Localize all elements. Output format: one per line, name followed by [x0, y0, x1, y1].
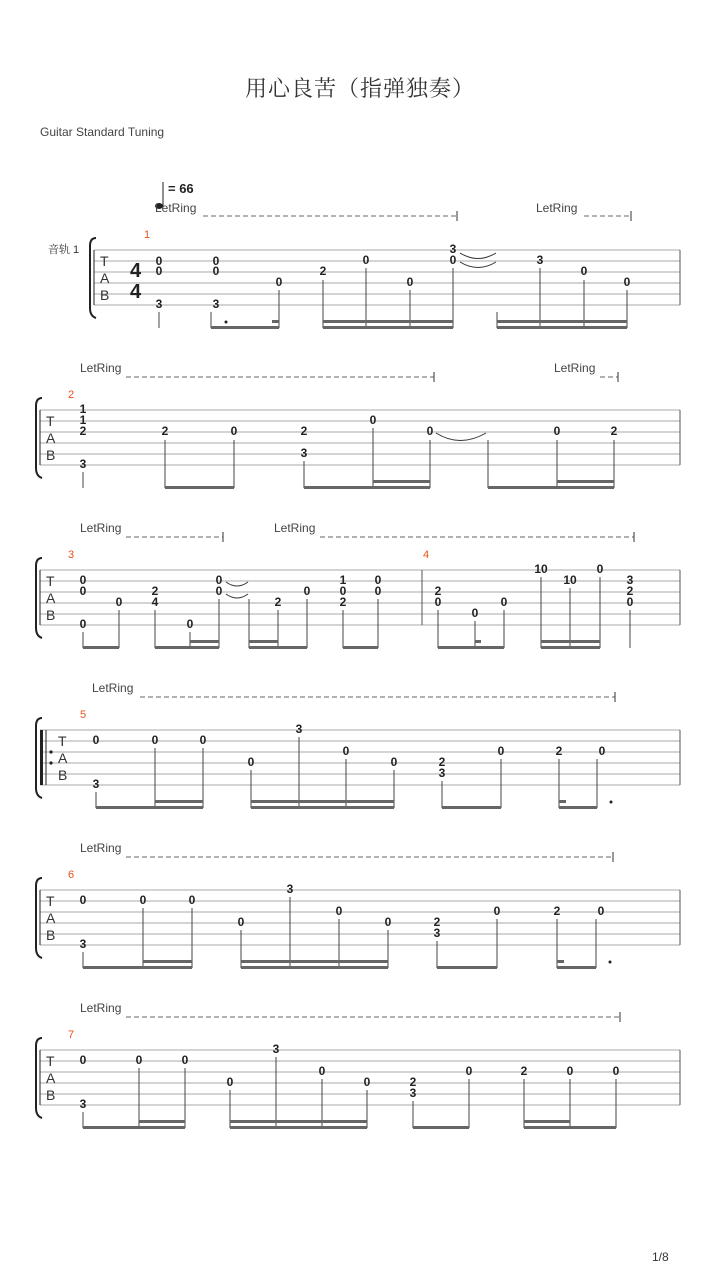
page-number: 1/8 — [652, 1250, 669, 1264]
fret-number: 0 — [566, 1064, 574, 1078]
tab-clef-t: T — [46, 1053, 55, 1069]
fret-number: 3 — [433, 926, 441, 940]
fret-number: 2 — [319, 264, 327, 278]
fret-number: 0 — [212, 264, 220, 278]
letring-label: LetRing — [92, 681, 134, 695]
tab-clef-t: T — [58, 733, 67, 749]
fret-number: 2 — [339, 595, 347, 609]
tab-clef-b: B — [100, 287, 110, 303]
fret-number: 0 — [623, 275, 631, 289]
tab-clef-b: B — [46, 1087, 56, 1103]
fret-number: 0 — [79, 617, 87, 631]
letring-label: LetRing — [554, 361, 596, 375]
fret-number: 0 — [580, 264, 588, 278]
letring-label: LetRing — [80, 361, 122, 375]
fret-number: 0 — [151, 733, 159, 747]
tab-clef-t: T — [100, 253, 109, 269]
fret-number: 0 — [135, 1053, 143, 1067]
fret-number: 3 — [536, 253, 544, 267]
fret-number: 4 — [151, 595, 159, 609]
tab-clef-a: A — [100, 270, 110, 286]
fret-number: 0 — [79, 573, 87, 587]
page-title: 用心良苦（指弹独奏） — [244, 76, 475, 101]
system-3 — [36, 521, 680, 649]
tempo-value: = 66 — [168, 181, 194, 196]
fret-number: 2 — [161, 424, 169, 438]
fret-number: 1 — [79, 413, 87, 427]
fret-number: 2 — [434, 584, 442, 598]
measure-number: 2 — [68, 389, 75, 401]
fret-number: 3 — [449, 242, 457, 256]
fret-number: 0 — [188, 893, 196, 907]
tab-clef-b: B — [46, 607, 56, 623]
fret-number: 2 — [151, 584, 159, 598]
tuning-label: Guitar Standard Tuning — [40, 125, 165, 139]
fret-number: 0 — [598, 744, 606, 758]
tab-clef-t: T — [46, 413, 55, 429]
fret-number: 0 — [275, 275, 283, 289]
fret-number: 0 — [303, 584, 311, 598]
tab-clef-b: B — [58, 767, 68, 783]
fret-number: 10 — [563, 573, 577, 587]
system-4 — [36, 681, 680, 809]
time-sig-bottom: 4 — [130, 281, 142, 303]
fret-number: 0 — [374, 573, 382, 587]
time-sig-top: 4 — [130, 260, 142, 282]
measure-number: 4 — [423, 549, 430, 561]
fret-number: 0 — [335, 904, 343, 918]
fret-number: 3 — [212, 297, 220, 311]
fret-number: 3 — [272, 1042, 280, 1056]
measure-number: 1 — [144, 229, 151, 241]
fret-number: 0 — [318, 1064, 326, 1078]
fret-number: 2 — [610, 424, 618, 438]
fret-number: 0 — [215, 584, 223, 598]
fret-number: 0 — [92, 733, 100, 747]
fret-number: 0 — [230, 424, 238, 438]
tab-clef-t: T — [46, 893, 55, 909]
track-label: 音轨 1 — [48, 244, 80, 256]
repeat-start-barline — [40, 730, 43, 785]
fret-number: 0 — [465, 1064, 473, 1078]
fret-number: 0 — [215, 573, 223, 587]
system-6 — [36, 1001, 680, 1129]
fret-number: 0 — [79, 893, 87, 907]
fret-number: 0 — [406, 275, 414, 289]
fret-number: 0 — [79, 584, 87, 598]
system-2 — [36, 361, 680, 489]
fret-number: 2 — [409, 1075, 417, 1089]
fret-number: 3 — [79, 937, 87, 951]
fret-number: 3 — [300, 446, 308, 460]
fret-number: 3 — [79, 457, 87, 471]
letring-label: LetRing — [80, 521, 122, 535]
fret-number: 0 — [596, 562, 604, 576]
fret-number: 0 — [212, 254, 220, 268]
fret-number: 3 — [626, 573, 634, 587]
fret-number: 0 — [384, 915, 392, 929]
fret-number: 0 — [626, 595, 634, 609]
fret-number: 3 — [409, 1086, 417, 1100]
fret-number: 0 — [199, 733, 207, 747]
fret-number: 0 — [226, 1075, 234, 1089]
letring-label: LetRing — [536, 201, 578, 215]
measure-number: 5 — [80, 709, 87, 721]
fret-number: 3 — [286, 882, 294, 896]
fret-number: 0 — [342, 744, 350, 758]
fret-number: 2 — [438, 755, 446, 769]
fret-number: 0 — [449, 253, 457, 267]
fret-number: 2 — [300, 424, 308, 438]
fret-number: 0 — [553, 424, 561, 438]
fret-number: 2 — [274, 595, 282, 609]
fret-number: 1 — [79, 402, 87, 416]
fret-number: 10 — [534, 562, 548, 576]
system-1 — [90, 201, 680, 329]
fret-number: 0 — [237, 915, 245, 929]
fret-number: 0 — [493, 904, 501, 918]
letring-label: LetRing — [155, 201, 197, 215]
fret-number: 0 — [155, 264, 163, 278]
fret-number: 2 — [555, 744, 563, 758]
fret-number: 2 — [79, 424, 87, 438]
letring-label: LetRing — [80, 1001, 122, 1015]
fret-number: 0 — [139, 893, 147, 907]
fret-number: 2 — [626, 584, 634, 598]
fret-number: 0 — [612, 1064, 620, 1078]
fret-number: 0 — [181, 1053, 189, 1067]
measure-number: 6 — [68, 869, 75, 881]
fret-number: 2 — [433, 915, 441, 929]
fret-number: 0 — [434, 595, 442, 609]
fret-number: 0 — [79, 1053, 87, 1067]
fret-number: 3 — [92, 777, 100, 791]
fret-number: 0 — [339, 584, 347, 598]
fret-number: 3 — [79, 1097, 87, 1111]
tab-clef-a: A — [46, 430, 56, 446]
tab-clef-b: B — [46, 447, 56, 463]
fret-number: 0 — [500, 595, 508, 609]
tab-clef-a: A — [46, 1070, 56, 1086]
letring-label: LetRing — [274, 521, 316, 535]
fret-number: 0 — [115, 595, 123, 609]
measure-number: 3 — [68, 549, 75, 561]
fret-number: 2 — [553, 904, 561, 918]
fret-number: 0 — [497, 744, 505, 758]
system-5 — [36, 841, 680, 969]
fret-number: 0 — [369, 413, 377, 427]
fret-number: 0 — [374, 584, 382, 598]
fret-number: 3 — [438, 766, 446, 780]
fret-number: 0 — [186, 617, 194, 631]
tab-clef-a: A — [46, 590, 56, 606]
tab-clef-a: A — [46, 910, 56, 926]
letring-label: LetRing — [80, 841, 122, 855]
fret-number: 0 — [426, 424, 434, 438]
fret-number: 0 — [471, 606, 479, 620]
fret-number: 0 — [363, 1075, 371, 1089]
fret-number: 0 — [247, 755, 255, 769]
fret-number: 3 — [295, 722, 303, 736]
fret-number: 3 — [155, 297, 163, 311]
fret-number: 0 — [390, 755, 398, 769]
tab-clef-b: B — [46, 927, 56, 943]
fret-number: 0 — [597, 904, 605, 918]
tab-clef-a: A — [58, 750, 68, 766]
measure-number: 7 — [68, 1029, 75, 1041]
fret-number: 2 — [520, 1064, 528, 1078]
fret-number: 0 — [155, 254, 163, 268]
fret-number: 1 — [339, 573, 347, 587]
fret-number: 0 — [362, 253, 370, 267]
tab-clef-t: T — [46, 573, 55, 589]
